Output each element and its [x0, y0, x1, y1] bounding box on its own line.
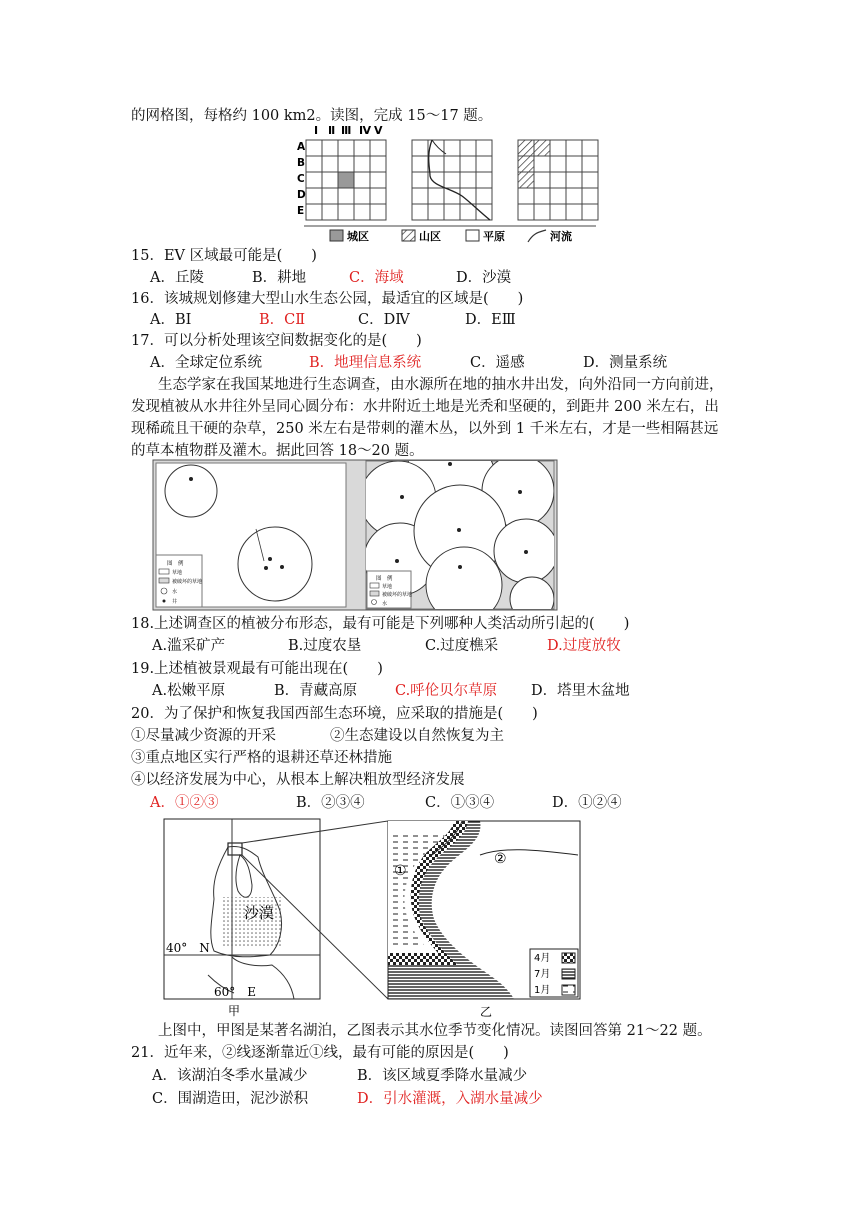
legend-title: 图 例: [167, 561, 184, 567]
q16-option-c[interactable]: C．DⅣ: [358, 312, 410, 328]
q20-item: ①尽量减少资源的开采: [131, 728, 276, 744]
grid-row-label: A: [297, 141, 306, 153]
q18-option-d[interactable]: D.过度放牧: [547, 638, 621, 654]
passage-line: 的草本植物群及灌木。据此回答 18～20 题。: [131, 443, 424, 459]
legend-grass: 草地: [382, 584, 393, 590]
q16-option-b[interactable]: B．CⅡ: [259, 312, 306, 328]
q20-item: ②生态建设以自然恢复为主: [330, 728, 504, 744]
q21-option-b[interactable]: B．该区域夏季降水量减少: [357, 1068, 528, 1084]
q16-stem: 16．该城规划修建大型山水生态公园，最适宜的区域是( ): [131, 291, 524, 307]
q19-option-a[interactable]: A.松嫩平原: [152, 683, 226, 699]
q20-item: ④以经济发展为中心，从根本上解决粗放型经济发展: [131, 772, 465, 788]
legend-grass: 草地: [172, 570, 183, 576]
q20-option-d[interactable]: D．①②④: [552, 795, 622, 811]
grid-col-label: Ⅴ: [374, 124, 383, 137]
q16-option-d[interactable]: D．EⅢ: [465, 312, 516, 328]
q19-stem: 19.上述植被景观最有可能出现在( ): [131, 661, 383, 677]
q17-option-a[interactable]: A．全球定位系统: [150, 355, 262, 371]
legend-water: 水: [382, 601, 388, 607]
grid-col-labels: [314, 124, 383, 137]
grid-col-label: Ⅲ: [341, 124, 352, 137]
q17-stem: 17．可以分析处理该空间数据变化的是( ): [131, 333, 422, 349]
q21-option-a[interactable]: A．该湖泊冬季水量减少: [152, 1068, 308, 1084]
passage-line: 发现植被从水井往外呈同心圆分布：水井附近土地是光秃和坚硬的，到距井 200 米左右，出: [131, 399, 719, 415]
q19-option-b[interactable]: B．青藏高原: [274, 683, 358, 699]
legend-city: 城区: [347, 230, 369, 243]
q18-option-c[interactable]: C.过度樵采: [425, 638, 499, 654]
q19-option-c[interactable]: C.呼伦贝尔草原: [395, 683, 498, 699]
q21-option-d[interactable]: D．引水灌溉，入湖水量减少: [357, 1091, 543, 1107]
figure-caption: 上图中，甲图是某著名湖泊，乙图表示其水位季节变化情况。读图回答第 21～22 题。: [158, 1023, 712, 1039]
q20-option-a[interactable]: A．①②③: [150, 795, 219, 811]
q15-option-c[interactable]: C．海域: [349, 270, 404, 286]
q20-item: ③重点地区实行严格的退耕还草还林措施: [131, 750, 392, 766]
grid-col-label: Ⅰ: [314, 124, 319, 137]
q16-option-a[interactable]: A．BⅠ: [150, 312, 192, 328]
month-label: 4月: [534, 953, 551, 964]
q17-option-b[interactable]: B．地理信息系统: [309, 355, 422, 371]
left-caption: 甲: [228, 1004, 241, 1018]
grid-figure: [290, 120, 610, 260]
grid-mountain: [518, 140, 598, 220]
lat-label: 40° N: [166, 941, 210, 955]
q21-stem: 21．近年来，②线逐渐靠近①线，最有可能的原因是( ): [131, 1045, 509, 1061]
lake-map-figure: [162, 815, 586, 1025]
q15-stem: 15．EV 区域最可能是( ): [131, 248, 317, 264]
legend-water: 水: [172, 589, 178, 595]
q15-option-d[interactable]: D．沙漠: [456, 270, 512, 286]
grid-row-label: E: [297, 205, 305, 217]
legend-damaged: 被破坏的草地: [382, 592, 413, 598]
q15-option-a[interactable]: A．丘陵: [150, 270, 204, 286]
legend-river: 河流: [550, 230, 572, 243]
q20-stem: 20．为了保护和恢复我国西部生态环境，应采取的措施是( ): [131, 706, 538, 722]
q20-option-c[interactable]: C．①③④: [425, 795, 495, 811]
intro-line: 的网格图，每格约 100 km2。读图，完成 15～17 题。: [131, 108, 493, 124]
legend-mountain: 山区: [419, 230, 441, 243]
legend-damaged: 被破坏的草地: [172, 579, 203, 585]
vegetation-circle-map: [152, 459, 558, 611]
legend-title: 图 例: [376, 576, 393, 582]
legend-plain: 平原: [483, 230, 505, 243]
grid-col-label: Ⅱ: [328, 124, 336, 137]
grid-row-label: D: [297, 189, 306, 201]
mark-1: ①: [394, 863, 407, 879]
passage-line: 生态学家在我国某地进行生态调查，由水源所在地的抽水井出发，向外沿同一方向前进，: [158, 377, 724, 393]
right-caption: 乙: [480, 1005, 493, 1019]
legend-well: 井: [172, 599, 178, 605]
lon-label: 60° E: [214, 985, 257, 999]
mark-2: ②: [494, 851, 507, 867]
grid-legend: [304, 226, 596, 243]
q17-option-c[interactable]: C．遥感: [470, 355, 525, 371]
q21-option-c[interactable]: C．围湖造田，泥沙淤积: [152, 1091, 309, 1107]
q18-stem: 18.上述调查区的植被分布形态，最有可能是下列哪种人类活动所引起的( ): [131, 616, 630, 632]
month-label: 1月: [534, 985, 551, 996]
q15-option-b[interactable]: B．耕地: [252, 270, 307, 286]
q18-option-b[interactable]: B.过度农垦: [288, 638, 362, 654]
month-label: 7月: [534, 969, 551, 980]
q19-option-d[interactable]: D．塔里木盆地: [531, 683, 630, 699]
desert-label: 沙漠: [244, 904, 275, 922]
grid-city: [306, 140, 386, 220]
grid-river: [412, 140, 492, 220]
passage-line: 现稀疏且干硬的杂草，250 米左右是带刺的灌木丛，以外到 1 千米左右，才是一些相隔甚远: [131, 421, 719, 437]
q17-option-d[interactable]: D．测量系统: [583, 355, 668, 371]
q18-option-a[interactable]: A.滥采矿产: [152, 638, 226, 654]
q20-option-b[interactable]: B．②③④: [296, 795, 365, 811]
grid-row-label: B: [297, 157, 306, 169]
grid-row-labels: [297, 141, 306, 217]
grid-row-label: C: [297, 173, 305, 185]
grid-col-label: Ⅳ: [359, 124, 372, 137]
